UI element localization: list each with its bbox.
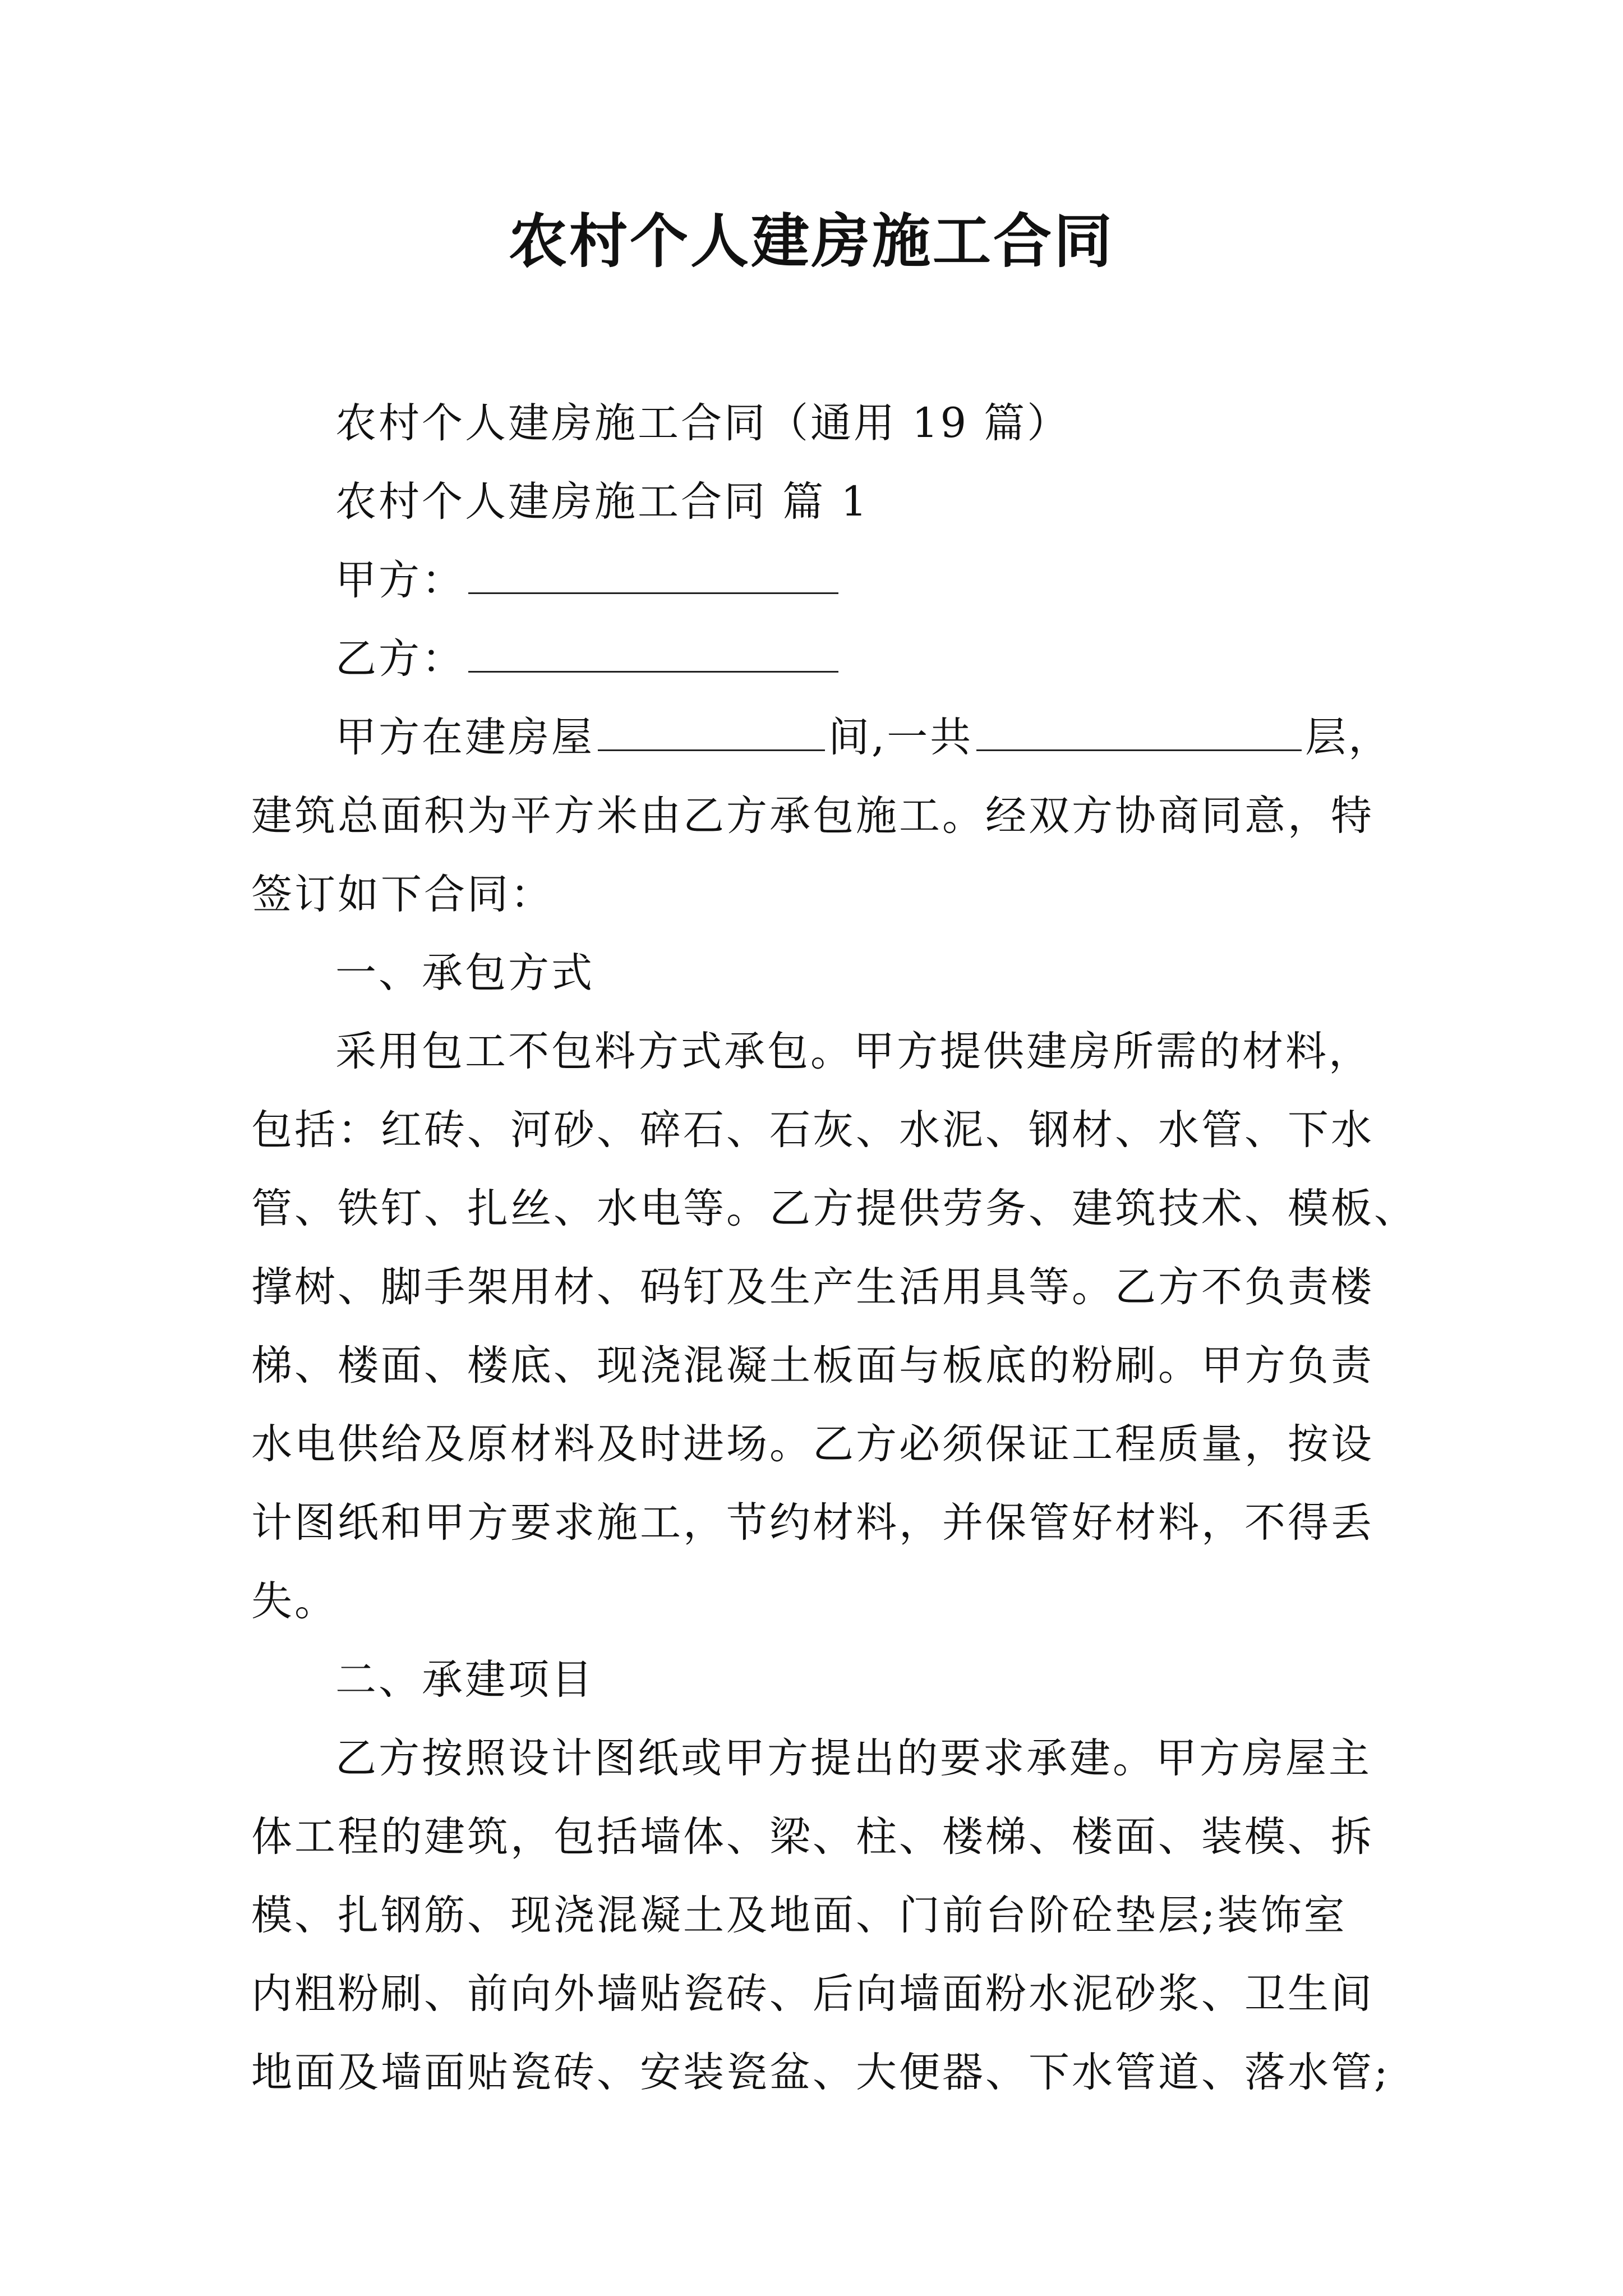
intro-text-3: 层， (1305, 714, 1392, 761)
party-b-label: 乙方： (335, 635, 465, 683)
intro-text-2: 间,一共 (828, 714, 974, 761)
floors-blank (976, 708, 1302, 751)
body-line: 签订如下合同： (251, 871, 554, 918)
body-line: 计图纸和甲方要求施工，节约材料，并保管好材料，不得丢 (251, 1499, 1374, 1547)
clause-heading: 一、承包方式 (335, 949, 594, 997)
party-b-blank (468, 630, 838, 673)
intro-line (251, 698, 1392, 777)
body-line: 包括：红砖、河砂、碎石、石灰、水泥、钢材、水管、下水 (251, 1106, 1374, 1154)
party-a-label: 甲方： (335, 556, 465, 604)
document-title: 农村个人建房施工合同 (508, 206, 1114, 275)
body-line: 梯、楼面、楼底、现浇混凝土板面与板底的粉刷。甲方负责 (251, 1342, 1374, 1389)
body-line: 管、铁钉、扎丝、水电等。乙方提供劳务、建筑技术、模板、 (251, 1185, 1417, 1232)
body-line: 采用包工不包料方式承包。甲方提供建房所需的材料， (335, 1028, 1372, 1075)
body-line: 体工程的建筑，包括墙体、梁、柱、楼梯、楼面、装模、拆 (251, 1813, 1374, 1861)
rooms-blank (598, 708, 825, 751)
body-line: 内粗粉刷、前向外墙贴瓷砖、后向墙面粉水泥砂浆、卫生间 (251, 1970, 1374, 2018)
document-body (251, 384, 1417, 2112)
party-b-line (251, 620, 1377, 698)
clause-heading: 二、承建项目 (335, 1656, 594, 1704)
intro-text-1: 甲方在建房屋 (335, 714, 594, 761)
body-line: 地面及墙面贴瓷砖、安装瓷盆、大便器、下水管道、落水管; (251, 2049, 1390, 2096)
party-a-line (251, 541, 1377, 620)
party-a-blank (468, 551, 838, 594)
body-line: 建筑总面积为平方米由乙方承包施工。经双方协商同意，特 (251, 792, 1374, 840)
body-line: 模、扎钢筋、现浇混凝土及地面、门前台阶砼垫层;装饰室 (251, 1892, 1347, 1939)
body-line: 撑树、脚手架用材、码钉及生产生活用具等。乙方不负责楼 (251, 1263, 1374, 1311)
subtitle-line: 农村个人建房施工合同（通用 19 篇） (335, 399, 1071, 447)
body-line: 水电供给及原材料及时进场。乙方必须保证工程质量，按设 (251, 1420, 1374, 1468)
body-line: 乙方按照设计图纸或甲方提出的要求承建。甲方房屋主 (335, 1734, 1372, 1782)
body-line: 失。 (251, 1577, 338, 1625)
section-heading: 农村个人建房施工合同 篇 1 (335, 478, 869, 526)
